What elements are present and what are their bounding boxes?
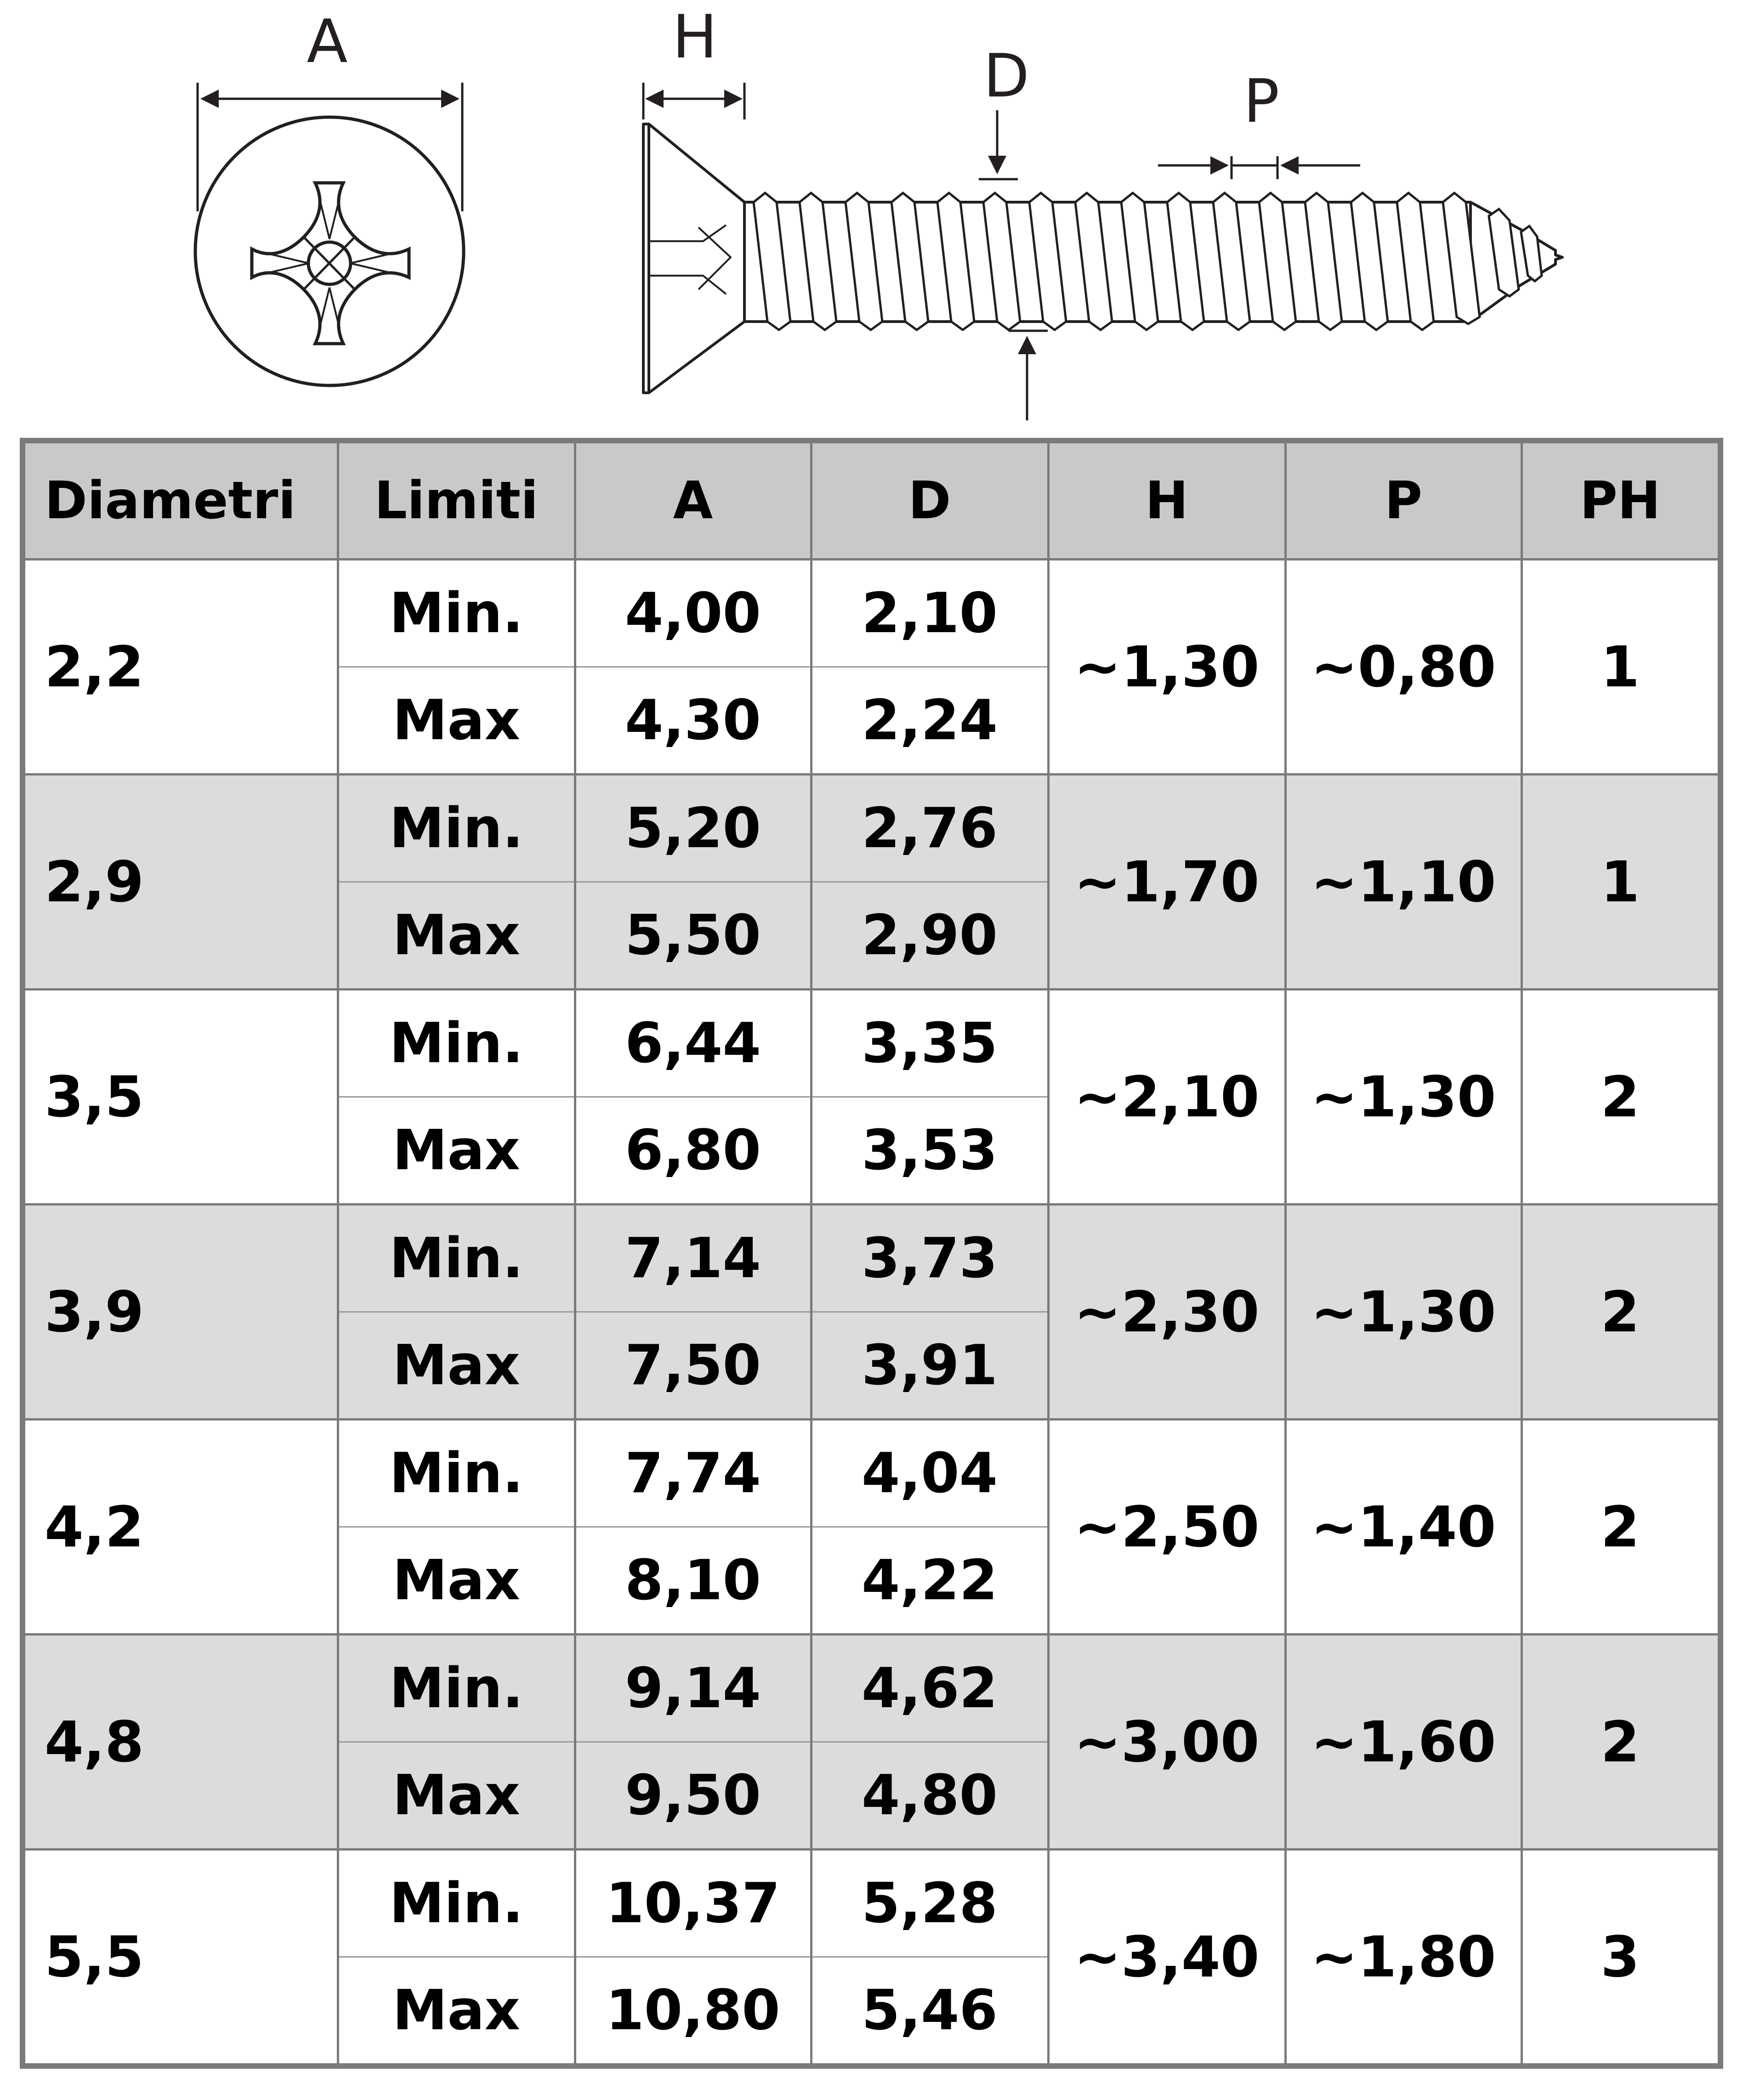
cell-p: ~1,40	[1285, 1420, 1521, 1635]
cell-h: ~2,30	[1048, 1205, 1285, 1420]
table-row	[23, 1420, 1720, 1527]
cell-diametro: 4,8	[23, 1635, 338, 1850]
cell-limit-max: Max	[338, 1742, 575, 1850]
cell-diametro: 4,2	[23, 1420, 338, 1635]
cell-p: ~1,30	[1285, 990, 1521, 1205]
screw-technical-drawing	[0, 0, 1737, 436]
cell-ph: 1	[1521, 775, 1720, 990]
cell-h: ~3,40	[1048, 1850, 1285, 2066]
cell-limit-min: Min.	[338, 1420, 575, 1527]
cell-limit-max: Max	[338, 1527, 575, 1635]
dimension-label-p: P	[1243, 66, 1280, 136]
cell-d-min: 4,04	[811, 1420, 1048, 1527]
cell-h: ~3,00	[1048, 1635, 1285, 1850]
header-diametri: Diametri	[23, 441, 338, 560]
cell-limit-min: Min.	[338, 1850, 575, 1957]
cell-d-min: 2,76	[811, 775, 1048, 882]
dimension-label-h: H	[672, 2, 717, 72]
cell-d-min: 3,73	[811, 1205, 1048, 1312]
screw-tip	[1470, 202, 1562, 322]
cell-a-max: 6,80	[575, 1097, 811, 1205]
dimension-p	[1158, 156, 1360, 179]
cell-p: ~1,60	[1285, 1635, 1521, 1850]
cell-limit-min: Min.	[338, 560, 575, 667]
table-row	[23, 990, 1720, 1097]
cell-a-max: 4,30	[575, 667, 811, 775]
cell-h: ~2,50	[1048, 1420, 1285, 1635]
cell-d-min: 4,62	[811, 1635, 1048, 1742]
cell-p: ~1,10	[1285, 775, 1521, 990]
cell-d-max: 3,91	[811, 1312, 1048, 1420]
cell-limit-min: Min.	[338, 1635, 575, 1742]
table-row-group	[23, 1850, 1720, 2066]
table-row	[23, 1850, 1720, 1957]
cell-limit-min: Min.	[338, 1205, 575, 1312]
header-ph: PH	[1521, 441, 1720, 560]
cell-limit-min: Min.	[338, 775, 575, 882]
cell-limit-max: Max	[338, 882, 575, 990]
header-a: A	[575, 441, 811, 560]
cell-a-min: 5,20	[575, 775, 811, 882]
cell-a-min: 10,37	[575, 1850, 811, 1957]
cell-h: ~1,30	[1048, 560, 1285, 775]
cell-p: ~0,80	[1285, 560, 1521, 775]
cell-diametro: 3,5	[23, 990, 338, 1205]
cell-ph: 3	[1521, 1850, 1720, 2066]
cell-a-min: 7,74	[575, 1420, 811, 1527]
cell-h: ~1,70	[1048, 775, 1285, 990]
cell-limit-max: Max	[338, 1957, 575, 2066]
table-row-group	[23, 1420, 1720, 1635]
cell-a-max: 5,50	[575, 882, 811, 990]
cell-diametro: 5,5	[23, 1850, 338, 2066]
screw-dimensions-table	[20, 438, 1723, 2069]
table-row	[23, 1205, 1720, 1312]
cell-d-min: 3,35	[811, 990, 1048, 1097]
cell-a-min: 4,00	[575, 560, 811, 667]
header-limiti: Limiti	[338, 441, 575, 560]
table-row	[23, 1635, 1720, 1742]
table-row-group	[23, 1635, 1720, 1850]
cell-ph: 2	[1521, 990, 1720, 1205]
cell-limit-max: Max	[338, 1097, 575, 1205]
cell-limit-max: Max	[338, 667, 575, 775]
cell-ph: 2	[1521, 1635, 1720, 1850]
dimension-h	[643, 83, 744, 119]
cell-a-max: 8,10	[575, 1527, 811, 1635]
table-row	[23, 560, 1720, 667]
cell-p: ~1,80	[1285, 1850, 1521, 2066]
cell-diametro: 2,2	[23, 560, 338, 775]
header-h: H	[1048, 441, 1285, 560]
cell-d-max: 5,46	[811, 1957, 1048, 2066]
cell-limit-min: Min.	[338, 990, 575, 1097]
cell-d-max: 3,53	[811, 1097, 1048, 1205]
cell-d-max: 4,80	[811, 1742, 1048, 1850]
dimension-label-a: A	[307, 6, 348, 76]
table-row	[23, 775, 1720, 882]
screw-head-top-view	[195, 117, 464, 385]
header-p: P	[1285, 441, 1521, 560]
table-row-group	[23, 775, 1720, 990]
cell-ph: 2	[1521, 1205, 1720, 1420]
cell-p: ~1,30	[1285, 1205, 1521, 1420]
dimension-label-d: D	[983, 41, 1030, 111]
cell-diametro: 3,9	[23, 1205, 338, 1420]
cell-a-min: 9,14	[575, 1635, 811, 1742]
table-header-row	[23, 441, 1720, 560]
cell-d-max: 2,90	[811, 882, 1048, 990]
cell-a-max: 9,50	[575, 1742, 811, 1850]
table-row-group	[23, 560, 1720, 775]
cell-a-min: 6,44	[575, 990, 811, 1097]
cell-d-min: 5,28	[811, 1850, 1048, 1957]
cell-a-min: 7,14	[575, 1205, 811, 1312]
cell-diametro: 2,9	[23, 775, 338, 990]
table-row-group	[23, 1205, 1720, 1420]
table-row-group	[23, 990, 1720, 1205]
cell-a-max: 10,80	[575, 1957, 811, 2066]
cell-d-max: 4,22	[811, 1527, 1048, 1635]
cell-ph: 1	[1521, 560, 1720, 775]
cell-d-min: 2,10	[811, 560, 1048, 667]
cell-d-max: 2,24	[811, 667, 1048, 775]
cell-limit-max: Max	[338, 1312, 575, 1420]
header-d: D	[811, 441, 1048, 560]
cell-a-max: 7,50	[575, 1312, 811, 1420]
cell-h: ~2,10	[1048, 990, 1285, 1205]
cell-ph: 2	[1521, 1420, 1720, 1635]
